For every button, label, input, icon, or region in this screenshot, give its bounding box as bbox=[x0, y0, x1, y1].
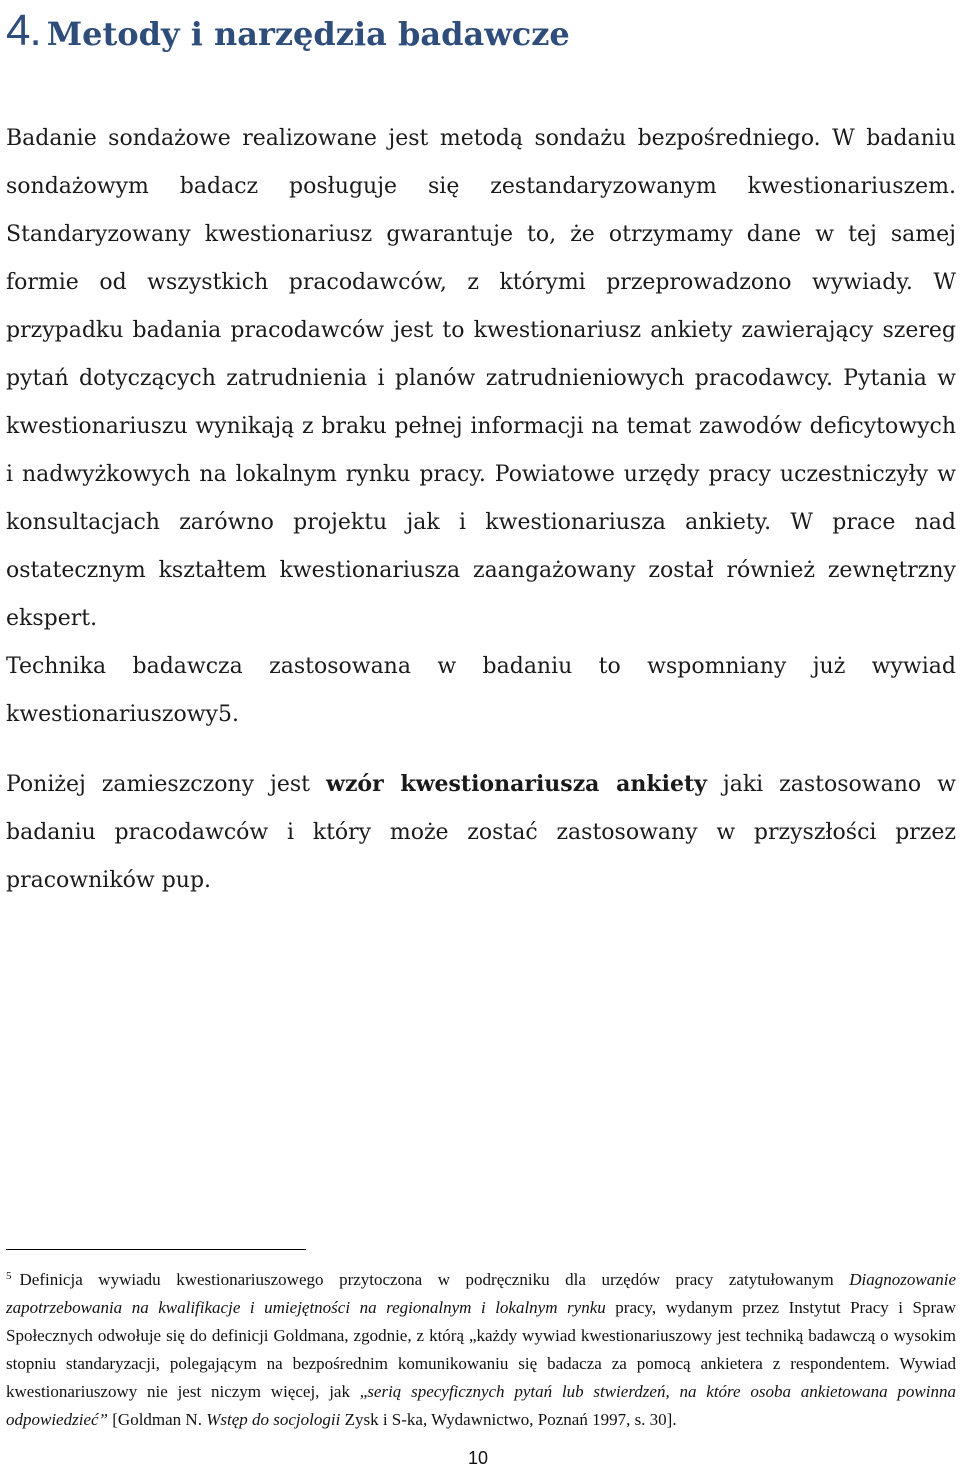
intro-text-start: Poniżej zamieszczony jest bbox=[6, 772, 326, 797]
footnote bbox=[6, 1262, 956, 1434]
intro-text-end: jaki zastosowano w badaniu pracodawców i który może zostać zastosowany w przyszłości przez pracowników pup. bbox=[6, 772, 956, 893]
intro-bold-phrase: wzór kwestionariusza ankiety bbox=[326, 771, 707, 797]
section-number: 4. bbox=[6, 6, 41, 55]
footnote-title-italic: Diagnozowanie zapotrzebowania na kwalifikacje i umiejętności na regionalnym i lokalnym rynku bbox=[6, 1270, 956, 1317]
body-text bbox=[6, 115, 956, 739]
footnote-text-3: [Goldman N. bbox=[108, 1410, 207, 1429]
section-heading bbox=[6, 6, 570, 56]
footnote-book-title: Wstęp do socjologii bbox=[206, 1410, 341, 1429]
paragraph-technique: Technika badawcza zastosowana w badaniu to wspomniany już wywiad kwestionariuszowy5. bbox=[6, 654, 956, 727]
page-number: 10 bbox=[468, 1448, 489, 1468]
footnote-text-2: pracy, wydanym przez Instytut Pracy i Spraw Społecznych odwołuje się do definicji Goldmana, zgodnie, z którą „każdy wywiad kwestionariuszowy jest techniką badawczą o wysokim stopniu standaryzacji, polegającym na bezpośrednim komunikowaniu się badacza za pomocą ankietera z respondentem. Wywiad kwestionariuszowy nie jest niczym więcej, jak „ bbox=[6, 1298, 956, 1401]
footnote-separator bbox=[6, 1249, 306, 1250]
paragraph-questionnaire-intro bbox=[6, 760, 956, 905]
footnote-text-4: Zysk i S-ka, Wydawnictwo, Poznań 1997, s. 30]. bbox=[340, 1410, 677, 1429]
paragraph-methodology: Badanie sondażowe realizowane jest metodą sondażu bezpośredniego. W badaniu sondażowym badacz posługuje się zestandaryzowanym kwestionariuszem. Standaryzowany kwestionariusz gwarantuje to, że otrzymamy dane w tej samej formie od wszystkich pracodawców, z którymi przeprowadzono wywiady. W przypadku badania pracodawców jest to kwestionariusz ankiety zawierający szereg pytań dotyczących zatrudnienia i planów zatrudnieniowych pracodawcy. Pytania w kwestionariuszu wynikają z braku pełnej informacji na temat zawodów deficytowych i nadwyżkowych na lokalnym rynku pracy. Powiatowe urzędy pracy uczestniczyły w konsultacjach zarówno projektu jak i kwestionariusza ankiety. W prace nad ostatecznym kształtem kwestionariusza zaangażowany został również zewnętrzny ekspert. bbox=[6, 126, 956, 631]
footnote-text-1: Definicja wywiadu kwestionariuszowego przytoczona w podręczniku dla urzędów pracy zatytułowanym bbox=[19, 1270, 850, 1289]
footnote-marker: 5 bbox=[6, 1270, 12, 1282]
section-title: Metody i narzędzia badawcze bbox=[46, 15, 570, 53]
footnote-quote-italic: serią specyficznych pytań lub stwierdzeń, na które osoba ankietowana powinna odpowiedzieć” bbox=[6, 1382, 956, 1429]
